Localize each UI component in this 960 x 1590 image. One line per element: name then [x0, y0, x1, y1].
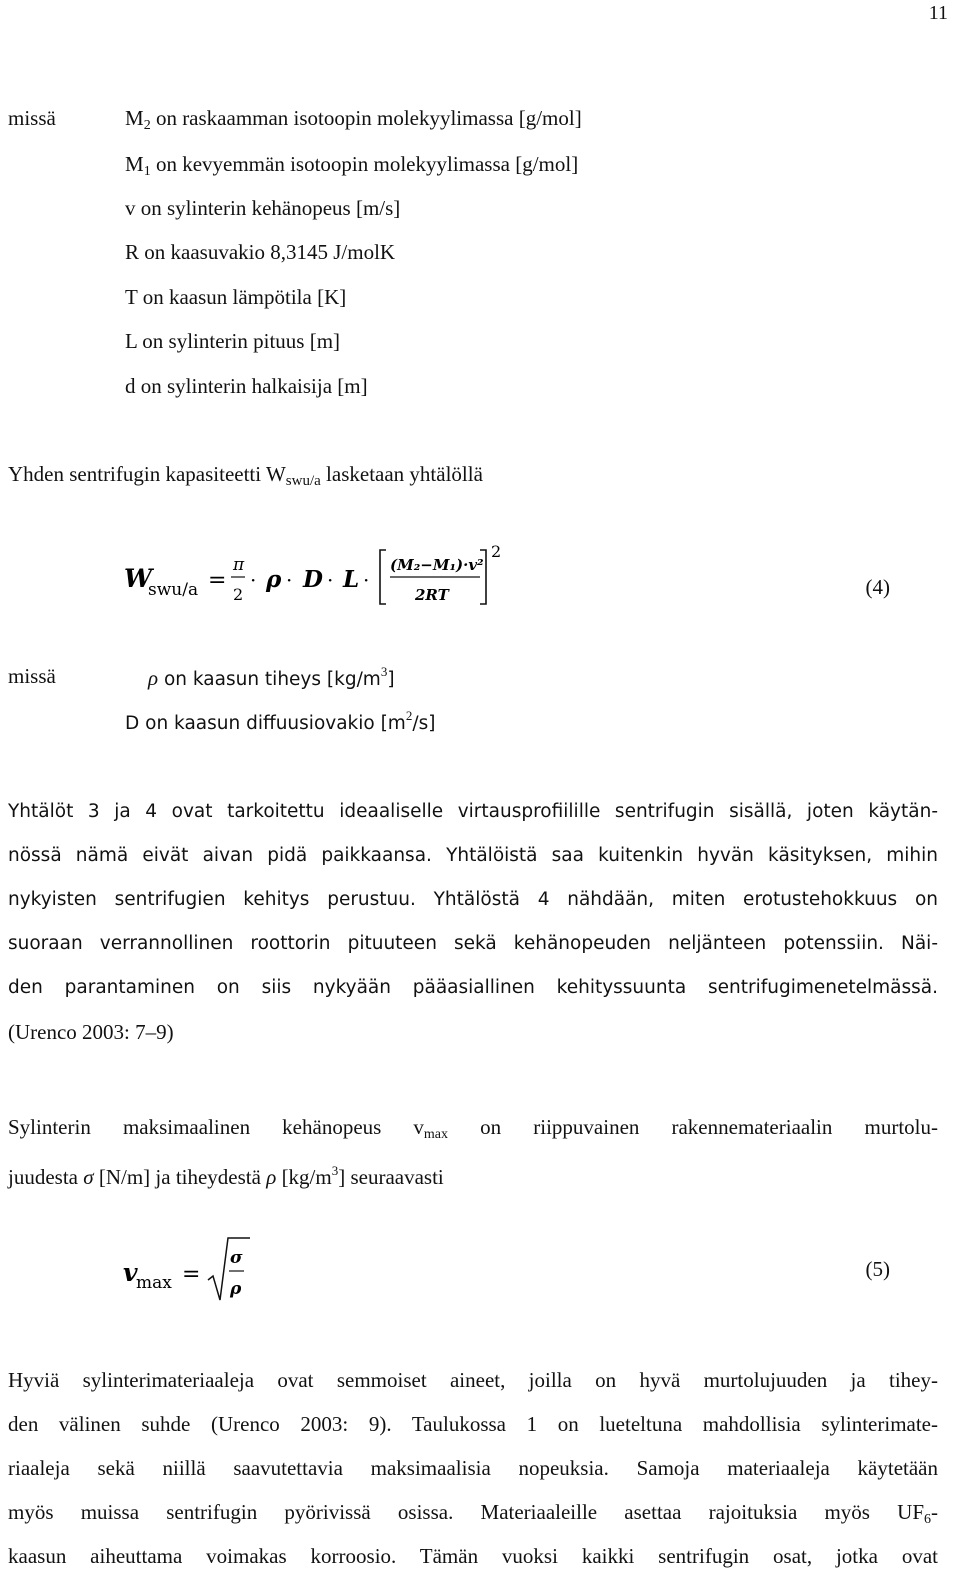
- definition-rho-sup: 3: [380, 664, 388, 679]
- paragraph-line: nykyisten sentrifugien kehitys perustuu. Yhtälöstä 4 nähdään, miten erotustehokkuus on: [8, 889, 938, 910]
- rho-symbol: ρ: [266, 1165, 277, 1189]
- definition-rho-end: ]: [387, 669, 395, 690]
- equation-4-intro-text: Yhden sentrifugin kapasiteetti W: [8, 462, 286, 486]
- vmax-intro-text-3: [N/m] ja tiheydestä: [93, 1165, 267, 1189]
- definition-rho-symbol: ρ: [148, 666, 159, 690]
- vmax-intro-sup: 3: [331, 1163, 339, 1178]
- equation-4: [120, 540, 520, 616]
- definition-diffusion-sup: 2: [405, 708, 413, 723]
- equation-4-intro-subscript: swu/a: [285, 473, 321, 489]
- eq4-l: L: [343, 566, 360, 593]
- definition-m1-text: on kevyemmän isotoopin molekyylimassa [g/mol]: [150, 152, 579, 176]
- paragraph-line: nössä nämä eivät aivan pidä paikkaansa. Yhtälöistä saa kuitenkin hyvän käsityksen, mihin: [8, 845, 938, 866]
- eq4-dot-3: ·: [327, 568, 334, 592]
- definitions-label: missä: [8, 106, 56, 130]
- eq4-rho: ρ: [266, 566, 282, 593]
- eq4-numerator: (M₂−M₁)·v²: [390, 556, 484, 574]
- vmax-intro-unit: [kg/m: [276, 1165, 332, 1189]
- vmax-intro-text-2: juudesta: [8, 1165, 84, 1189]
- paragraph-line: Yhtälöt 3 ja 4 ovat tarkoitettu ideaaliselle virtausprofiilille sentrifugin sisällä, joten käytän-: [8, 801, 938, 822]
- paragraph-line: suoraan verrannollinen roottorin pituuteen sekä kehänopeuden neljänteen potenssiin. Näi-: [8, 933, 938, 954]
- eq4-two: 2: [233, 585, 244, 604]
- definition-l: L on sylinterin pituus [m]: [125, 329, 341, 353]
- eq5-sqrt-sign: [208, 1238, 250, 1300]
- eq5-v-symbol: v: [123, 1258, 138, 1287]
- paragraph-line: [8, 1149, 938, 1193]
- eq4-dot-2: ·: [286, 568, 293, 592]
- eq4-dot-1: ·: [250, 568, 257, 592]
- equation-4-intro: [8, 462, 483, 490]
- equation-5-number: (5): [865, 1257, 890, 1281]
- paragraph-line: Hyviä sylinterimateriaaleja ovat semmoiset aineet, joilla on hyvä murtolujuuden ja tihey-: [8, 1368, 938, 1392]
- definition-m2-symbol: M: [125, 106, 144, 130]
- vmax-intro-text: Sylinterin maksimaalinen kehänopeus v: [8, 1115, 424, 1139]
- definition-diffusion-end: /s]: [412, 713, 436, 734]
- paragraph-ideal-flow: [8, 790, 938, 1054]
- paragraph-line: [8, 1490, 938, 1534]
- paragraph-line: den välinen suhde (Urenco 2003: 9). Taulukossa 1 on lueteltuna mahdollisia sylinterimate-: [8, 1412, 938, 1436]
- definition-diffusion-text: D on kaasun diffuusiovakio [m: [125, 713, 406, 734]
- eq4-w-symbol: W: [124, 564, 153, 593]
- eq4-equals: =: [208, 568, 227, 593]
- eq4-dot-4: ·: [363, 568, 370, 592]
- definition-v: v on sylinterin kehänopeus [m/s]: [125, 196, 401, 220]
- definition-r: R on kaasuvakio 8,3145 J/molK: [125, 240, 396, 264]
- definition-m2: [125, 106, 582, 134]
- eq4-pi: π: [233, 555, 245, 575]
- eq4-d: D: [303, 566, 323, 593]
- definitions-label-2: missä: [8, 664, 56, 688]
- eq4-w-subscript: swu/a: [148, 580, 199, 600]
- vmax-intro-text-end-2: ] seuraavasti: [338, 1165, 444, 1189]
- paragraph-line: kaasun aiheuttama voimakas korroosio. Tämän vuoksi kaikki sentrifugin osat, jotka ovat: [8, 1544, 938, 1568]
- eq5-equals: =: [182, 1262, 201, 1287]
- eq4-power: 2: [491, 542, 502, 561]
- definition-rho: [148, 664, 395, 691]
- sigma-symbol: σ: [83, 1165, 94, 1189]
- definition-m2-text: on raskaamman isotoopin molekyylimassa [g/mol]: [150, 106, 582, 130]
- definition-t: T on kaasun lämpötila [K]: [125, 285, 347, 309]
- eq4-left-bracket: [380, 550, 386, 604]
- materials-uf-subscript: 6: [924, 1512, 931, 1527]
- vmax-intro-text-end: on riippuvainen rakennemateriaalin murtolu-: [448, 1115, 938, 1139]
- definition-diffusion: [125, 708, 435, 735]
- definition-d: d on sylinterin halkaisija [m]: [125, 374, 368, 398]
- materials-uf-hyphen: -: [931, 1500, 938, 1524]
- definition-m1-symbol: M: [125, 152, 144, 176]
- eq5-sigma: σ: [230, 1248, 243, 1268]
- definition-m1-subscript: 1: [143, 164, 151, 179]
- page-number: 11: [928, 2, 948, 24]
- paragraph-line: [8, 1105, 938, 1149]
- definition-rho-text: on kaasun tiheys [kg/m: [158, 669, 381, 690]
- vmax-intro-subscript: max: [423, 1127, 449, 1142]
- eq5-subscript: max: [136, 1273, 172, 1293]
- paragraph-materials: [8, 1358, 938, 1578]
- definition-m1: [125, 152, 578, 180]
- definition-m2-subscript: 2: [143, 118, 151, 133]
- equation-5: [120, 1236, 280, 1306]
- paragraph-vmax-intro: [8, 1105, 938, 1193]
- materials-uf-text: myös muissa sentrifugin pyörivissä osissa. Materiaaleille asettaa rajoituksia myös UF: [8, 1500, 924, 1524]
- paragraph-line: riaaleja sekä niillä saavutettavia maksimaalisia nopeuksia. Samoja materiaaleja käytetään: [8, 1456, 938, 1480]
- equation-4-number: (4): [865, 575, 890, 599]
- equation-4-intro-text-end: lasketaan yhtälöllä: [320, 462, 483, 486]
- paragraph-line: den parantaminen on siis nykyään pääasiallinen kehityssuunta sentrifugimenetelmässä.: [8, 977, 938, 998]
- paragraph-line: (Urenco 2003: 7–9): [8, 1020, 174, 1044]
- eq5-rho: ρ: [230, 1279, 242, 1299]
- eq4-denominator: 2RT: [415, 586, 449, 604]
